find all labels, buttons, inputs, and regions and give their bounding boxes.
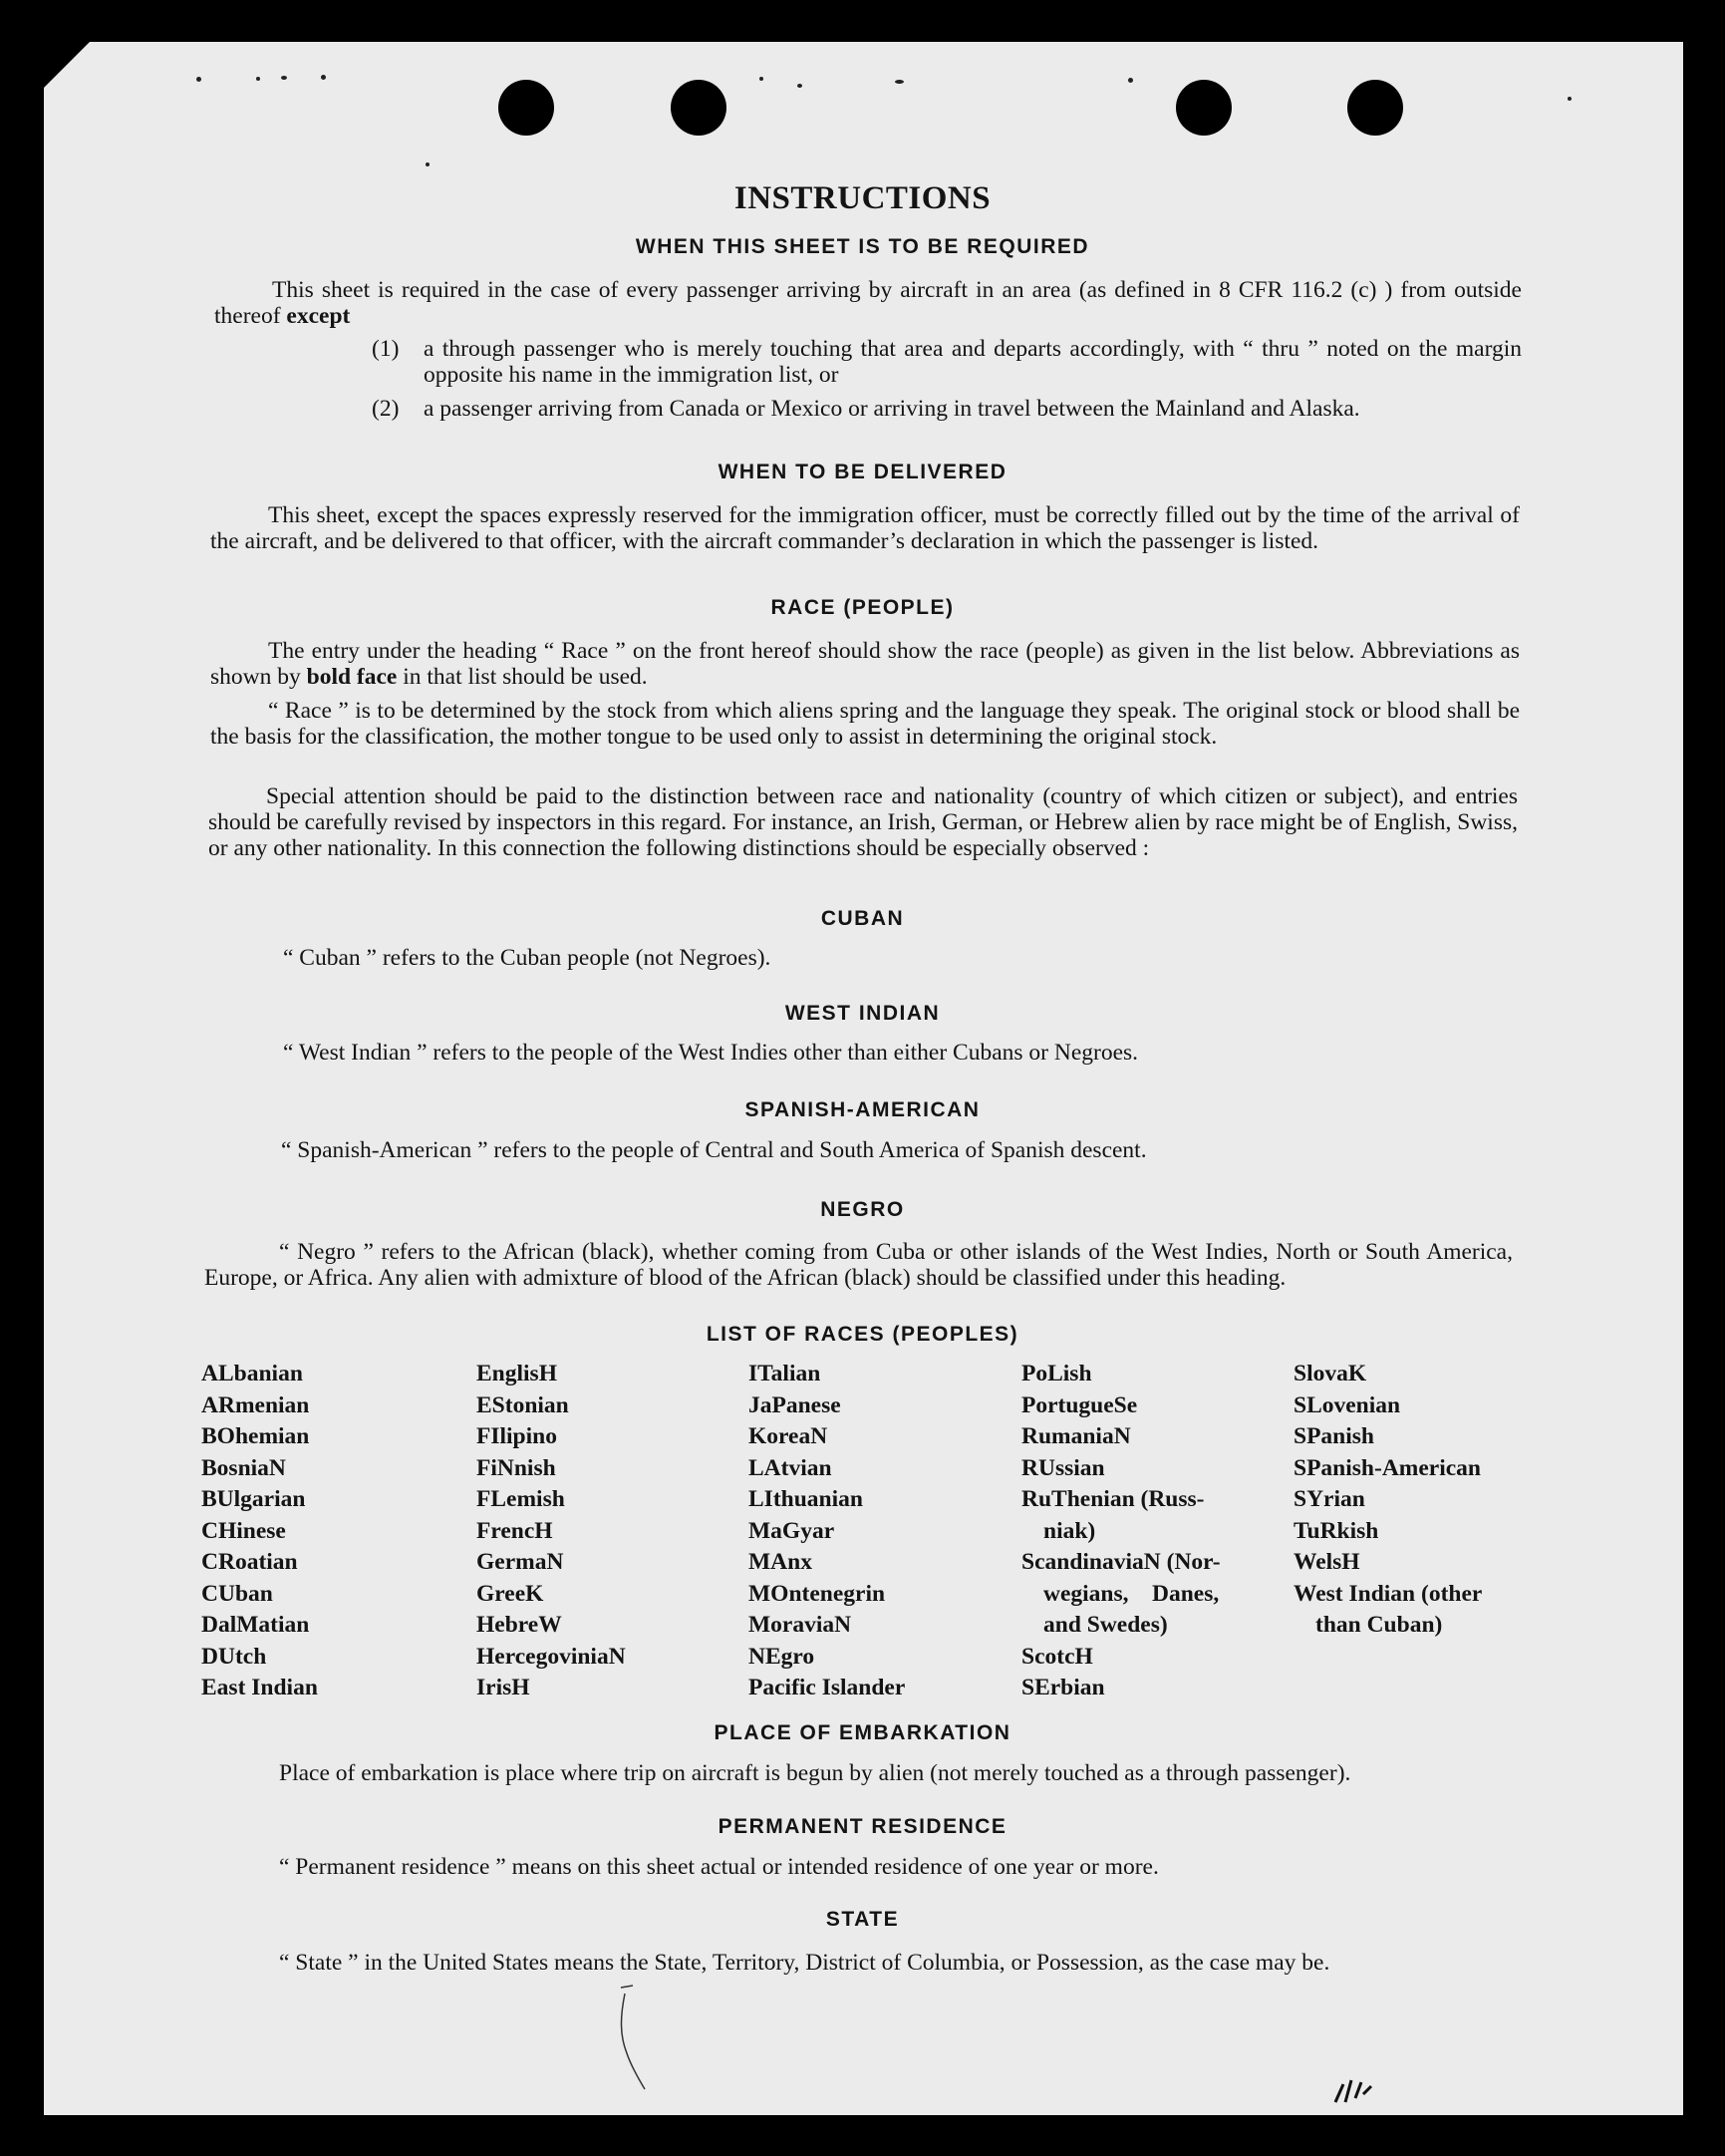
required-item-2 [372,396,1522,422]
heading-west-indian: WEST INDIAN [784,1002,941,1025]
race-entry: FLemish [476,1486,565,1512]
speck [426,162,430,166]
embarkation-body: Place of embarkation is place where trip on aircraft is begun by alien (not merely touched as a through passenger). [279,1760,1351,1786]
race-entry: EStonian [476,1391,569,1418]
race-paragraph-1 [210,638,1520,690]
speck [256,77,260,81]
speck [1128,78,1133,83]
heading-cuban: CUBAN [820,907,905,930]
race-entry: ScotcH [1021,1643,1093,1670]
race-entry: MoraviaN [748,1612,852,1638]
residence-text: “ Permanent residence ” means on this sheet actual or intended residence of one year or more. [279,1854,1159,1880]
required-item-1 [372,336,1522,388]
race-p1-tail: in that list should be used. [397,664,648,690]
race-entry: SPanish [1294,1423,1374,1449]
speck [1568,97,1572,101]
pen-mark [1331,2076,1381,2106]
required-except: except [286,303,351,329]
race-entry: RumaniaN [1021,1423,1131,1449]
speck [321,75,326,80]
speck [797,84,802,88]
race-entry: WelsH [1294,1549,1360,1575]
race-entry: HercegoviniaN [476,1643,626,1670]
race-entry: KoreaN [748,1423,828,1449]
race-entry: SLovenian [1294,1391,1401,1418]
race-entry: BUlgarian [201,1486,306,1512]
race-p1-bold: bold face [306,664,398,690]
race-entry: FrencH [476,1517,553,1544]
heading-spanish-american: SPANISH-AMERICAN [744,1098,981,1121]
races-column-4 [1021,1359,1221,1704]
race-entry: ARmenian [201,1391,310,1418]
delivered-text [210,502,1520,554]
race-entry: RUssian [1021,1454,1105,1481]
spanish-american-text: “ Spanish-American ” refers to the people of Central and South America of Spanish descent. [281,1137,1147,1163]
races-column-2 [476,1359,626,1704]
heading-race: RACE (PEOPLE) [770,596,955,619]
heading-list-of-races: LIST OF RACES (PEOPLES) [706,1323,1019,1346]
item-text: a through passenger who is merely touching that area and departs accordingly, with “ thru ” noted on the margin opposite his name in the immigration list, or [424,336,1522,388]
speck [196,77,201,82]
race-entry-continued: than Cuban) [1315,1612,1443,1638]
race-entry: SPanish-American [1294,1454,1481,1481]
speck [281,76,287,80]
west-indian-text: “ West Indian ” refers to the people of the West Indies other than either Cubans or Negroes. [283,1040,1139,1066]
required-intro [214,277,1522,329]
race-entry: West Indian (other [1294,1580,1483,1607]
race-p1-text: The entry under the heading “ Race ” on the front hereof should show the race (people) as given in the list below. Abbreviations as shown by [210,638,1520,690]
race-entry: GreeK [476,1580,544,1607]
race-p2-text: “ Race ” is to be determined by the stock from which aliens spring and the language they speak. The original stock or blood shall be the basis for the classification, the mother tongue to be used only to assist in determining the original stock. [210,698,1520,750]
delivered-body: This sheet, except the spaces expressly reserved for the immigration officer, must be correctly filled out by the time of the arrival of the aircraft, and be delivered to that officer, with the aircraft commander’s declaration in which the passenger is listed. [210,502,1520,554]
race-entry: LIthuanian [748,1486,863,1512]
races-table [201,1359,1537,1702]
race-entry-continued: wegians, Danes, [1043,1580,1220,1607]
race-entry: IrisH [476,1675,530,1700]
race-entry: FiNnish [476,1454,556,1481]
race-entry: MaGyar [748,1517,835,1544]
race-entry: DUtch [201,1643,267,1670]
race-entry: SYrian [1294,1486,1365,1512]
heading-embarkation: PLACE OF EMBARKATION [714,1721,1011,1744]
races-column-5 [1294,1359,1482,1642]
race-entry: MAnx [748,1549,812,1575]
race-entry: HebreW [476,1612,562,1638]
race-entry-continued: niak) [1043,1517,1096,1544]
race-entry: SlovaK [1294,1361,1367,1386]
race-paragraph-2 [210,698,1520,750]
required-intro-text: This sheet is required in the case of every passenger arriving by aircraft in an area (as defined in 8 CFR 116.2 (c) ) from outside thereof [214,277,1522,329]
race-entry: PortugueSe [1021,1391,1138,1418]
negro-text [204,1239,1513,1291]
embarkation-text [201,1760,1511,1786]
race-entry: DalMatian [201,1612,310,1638]
race-entry: GermaN [476,1549,564,1575]
races-column-3 [748,1359,905,1704]
punch-hole [1176,80,1232,136]
race-entry: MOntenegrin [748,1580,886,1607]
punch-hole [498,80,554,136]
race-entry: RuThenian (Russ- [1021,1486,1205,1512]
negro-body: “ Negro ” refers to the African (black), whether coming from Cuba or other islands of the West Indies, North or South America, Europe, or Africa. Any alien with admixture of blood of the African (black) should be classified under this heading. [204,1239,1513,1291]
speck [895,80,904,84]
race-entry-continued: and Swedes) [1043,1612,1168,1638]
race-p3-text: Special attention should be paid to the distinction between race and nationality (country of which citizen or subject), and entries should be carefully revised by inspectors in this regard. For instance, an Irish, German, or Hebrew alien by race might be of English, Swiss, or any other nationality. In this connection the following distinctions should be especially observed : [208,783,1518,861]
race-entry: ITalian [748,1361,821,1386]
race-entry: BosniaN [201,1454,286,1481]
race-entry: CUban [201,1580,273,1607]
punch-hole [671,80,726,136]
race-entry: NEgro [748,1643,815,1670]
pen-mark [613,1984,653,2093]
race-entry: East Indian [201,1675,318,1700]
item-number: (1) [372,336,400,362]
heading-delivered: WHEN TO BE DELIVERED [718,461,1007,483]
race-entry: TuRkish [1294,1517,1379,1544]
race-entry: ScandinaviaN (Nor- [1021,1549,1221,1575]
heading-residence: PERMANENT RESIDENCE [718,1815,1007,1838]
race-entry: CHinese [201,1517,286,1544]
race-entry: CRoatian [201,1549,298,1575]
race-entry: BOhemian [201,1423,310,1449]
item-text: a passenger arriving from Canada or Mexico or arriving in travel between the Mainland and Alaska. [424,396,1360,422]
punch-hole [1347,80,1403,136]
races-column-1 [201,1359,318,1704]
state-text [199,1950,1511,1976]
speck [759,77,763,81]
race-entry: PoLish [1021,1361,1092,1386]
heading-state: STATE [825,1908,900,1931]
page-title: INSTRUCTIONS [733,180,992,216]
race-entry: FIlipino [476,1423,557,1449]
race-entry: Pacific Islander [748,1675,906,1700]
item-number: (2) [372,396,400,422]
race-entry: ALbanian [201,1361,303,1386]
state-body: “ State ” in the United States means the State, Territory, District of Columbia, or Possession, as the case may be. [279,1950,1330,1976]
race-entry: SErbian [1021,1675,1105,1700]
race-entry: EnglisH [476,1361,557,1386]
heading-required: WHEN THIS SHEET IS TO BE REQUIRED [635,235,1090,258]
heading-negro: NEGRO [820,1198,905,1221]
cuban-text: “ Cuban ” refers to the Cuban people (not Negroes). [283,945,771,971]
race-entry: JaPanese [748,1391,841,1418]
race-entry: LAtvian [748,1454,832,1481]
race-paragraph-3 [208,783,1518,861]
